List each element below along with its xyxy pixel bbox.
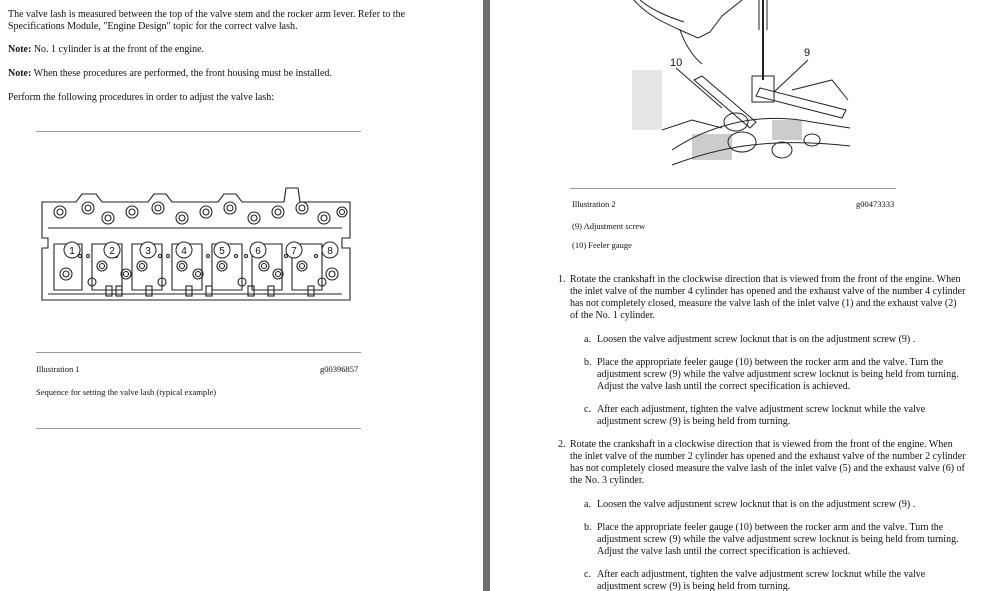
note-2 [8, 68, 428, 80]
divider [36, 131, 361, 132]
callout-10: 10 [670, 57, 683, 69]
step-1c-letter: c. [584, 404, 591, 415]
cylinder-2-marker [104, 242, 120, 258]
svg-text:4: 4 [181, 246, 187, 257]
step-1a-text: Loosen the valve adjustment screw locknut that is on the adjustment screw (9) . [597, 334, 916, 345]
legend-item-9: (9) Adjustment screw [572, 221, 646, 231]
illustration-1-id: g00396857 [320, 364, 359, 374]
svg-text:8: 8 [327, 246, 333, 257]
step-1b-text: Place the appropriate feeler gauge (10) between the rocker arm and the valve. Turn the adjustment screw (9) while the valve adjustment screw locknut is being held from turning. Adjust the valve lash until the correct specification is achieved. [597, 357, 959, 392]
step-2-number: 2. [558, 439, 566, 450]
illustration-2-label: Illustration 2 [572, 199, 616, 209]
svg-text:3: 3 [145, 246, 151, 257]
step-1a-letter: a. [584, 334, 591, 345]
valve-adjustment-photo [632, 0, 852, 172]
cylinder-1-marker [64, 242, 80, 258]
illustration-2-id: g00473333 [856, 199, 895, 209]
note-1-label: Note: [8, 44, 32, 55]
illustration-1-label: Illustration 1 [36, 364, 80, 374]
step-2a-letter: a. [584, 499, 591, 510]
cylinder-3-marker [140, 242, 156, 258]
divider [36, 428, 361, 429]
step-1b-letter: b. [584, 357, 592, 368]
note-2-text: When these procedures are performed, the front housing must be installed. [31, 68, 332, 79]
divider [570, 188, 896, 189]
note-2-label: Note: [8, 68, 32, 79]
step-1-number: 1. [558, 274, 566, 285]
illustration-1-caption: Sequence for setting the valve lash (typical example) [36, 387, 217, 397]
cylinder-head-diagram [36, 182, 356, 304]
step-1-text: Rotate the crankshaft in the clockwise direction that is viewed from the front of the engine. When the inlet valve of the number 4 cylinder has opened and the exhaust valve of the number 4 cylinder has not completely closed, measure the valve lash of the inlet valve (1) and the exhaust valve (2) of the No. 1 cylinder. [570, 274, 966, 321]
divider [36, 352, 361, 353]
step-2a-text: Loosen the valve adjustment screw locknut that is on the adjustment screw (9) . [597, 499, 916, 510]
legend-item-10: (10) Feeler gauge [572, 240, 632, 250]
svg-text:6: 6 [255, 246, 261, 257]
cylinder-8-marker [322, 242, 338, 258]
step-2c-letter: c. [584, 569, 591, 580]
perform-instruction: Perform the following procedures in order to adjust the valve lash: [8, 92, 275, 103]
cylinder-6-marker [250, 242, 266, 258]
step-2c-text: After each adjustment, tighten the valve adjustment screw locknut while the valve adjustment screw (9) is being held from turning. [597, 569, 926, 591]
svg-text:2: 2 [109, 246, 115, 257]
page-gutter [483, 0, 490, 591]
left-page [0, 0, 483, 591]
step-2b-letter: b. [584, 522, 592, 533]
svg-text:5: 5 [219, 246, 225, 257]
cylinder-5-marker [214, 242, 230, 258]
note-1-text: No. 1 cylinder is at the front of the engine. [31, 44, 205, 55]
step-2b-text: Place the appropriate feeler gauge (10) between the rocker arm and the valve. Turn the adjustment screw (9) while the valve adjustment screw locknut is being held from turning. Adjust the valve lash until the correct specification is achieved. [597, 522, 959, 557]
step-1c-text: After each adjustment, tighten the valve adjustment screw locknut while the valve adjustment screw (9) is being held from turning. [597, 404, 926, 427]
callout-9: 9 [804, 47, 811, 59]
right-page [490, 0, 995, 591]
svg-text:7: 7 [291, 246, 297, 257]
cylinder-7-marker [286, 242, 302, 258]
svg-text:1: 1 [69, 246, 75, 257]
note-1 [8, 44, 428, 56]
step-2-text: Rotate the crankshaft in a clockwise direction that is viewed from the front of the engine. When the inlet valve of the number 2 cylinder has opened and the exhaust valve of the number 2 cylinder has not completely closed measure the valve lash of the inlet valve (5) and the exhaust valve (6) of the No. 3 cylinder. [570, 439, 966, 486]
cylinder-4-marker [176, 242, 192, 258]
intro-paragraph: The valve lash is measured between the top of the valve stem and the rocker arm lever. Refer to the Specifications Module, "Engine Design" topic for the correct valve lash. [8, 9, 406, 32]
